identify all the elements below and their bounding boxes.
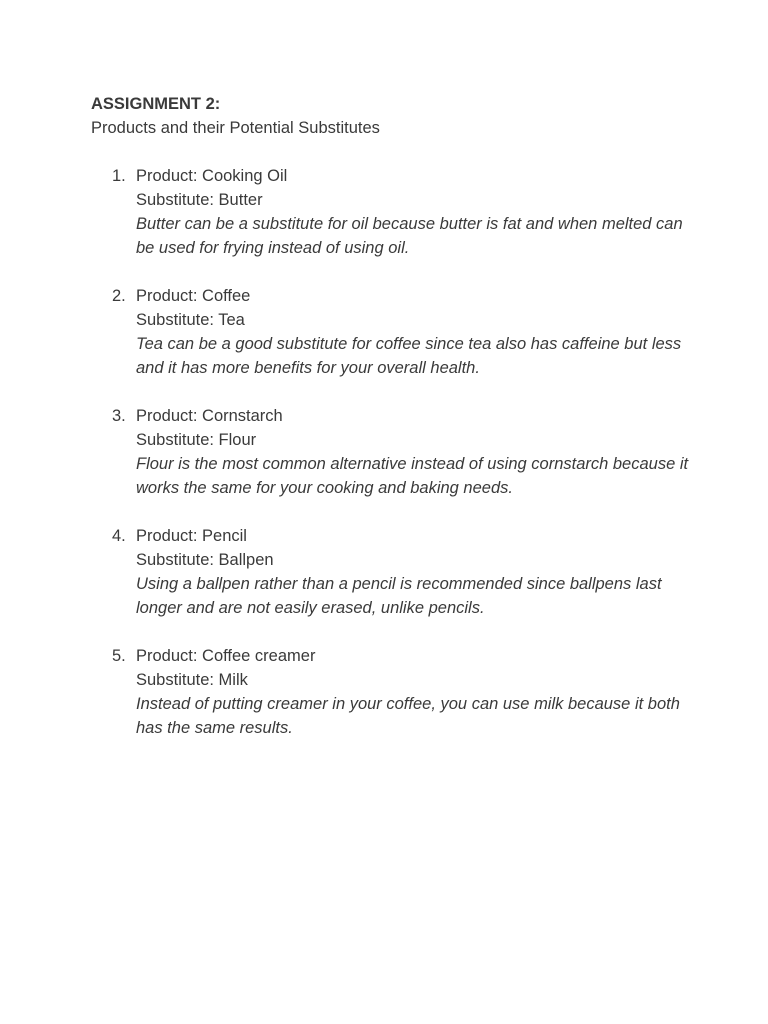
- list-item: [91, 524, 691, 620]
- item-substitute: Substitute: Tea: [136, 311, 245, 329]
- list-item: [91, 644, 691, 740]
- item-description: Tea can be a good substitute for coffee since tea also has caffeine but less and it has more benefits for your overall health.: [136, 335, 682, 377]
- item-substitute: Substitute: Milk: [136, 671, 248, 689]
- item-product: Product: Coffee creamer: [136, 647, 316, 665]
- item-product: Product: Cooking Oil: [136, 167, 288, 185]
- item-description: Flour is the most common alternative instead of using cornstarch because it works the same for your cooking and baking needs.: [136, 455, 689, 497]
- item-number: 2.: [112, 287, 126, 305]
- assignment-subtitle: Products and their Potential Substitutes: [91, 119, 380, 137]
- item-number: 4.: [112, 527, 126, 545]
- item-number: 1.: [112, 167, 126, 185]
- substitutes-list: [91, 164, 691, 740]
- item-substitute: Substitute: Ballpen: [136, 551, 274, 569]
- list-item: [91, 284, 691, 380]
- list-item: [91, 164, 691, 260]
- item-product: Product: Pencil: [136, 527, 247, 545]
- document-page: [91, 92, 691, 764]
- item-substitute: Substitute: Butter: [136, 191, 263, 209]
- item-product: Product: Coffee: [136, 287, 251, 305]
- item-substitute: Substitute: Flour: [136, 431, 257, 449]
- item-description: Butter can be a substitute for oil because butter is fat and when melted can be used for frying instead of using oil.: [136, 215, 683, 257]
- item-description: Using a ballpen rather than a pencil is recommended since ballpens last longer and are not easily erased, unlike pencils.: [136, 575, 662, 617]
- list-item: [91, 404, 691, 500]
- item-number: 5.: [112, 647, 126, 665]
- item-description: Instead of putting creamer in your coffee, you can use milk because it both has the same results.: [136, 695, 680, 737]
- item-product: Product: Cornstarch: [136, 407, 283, 425]
- item-number: 3.: [112, 407, 126, 425]
- assignment-title: ASSIGNMENT 2:: [91, 95, 221, 113]
